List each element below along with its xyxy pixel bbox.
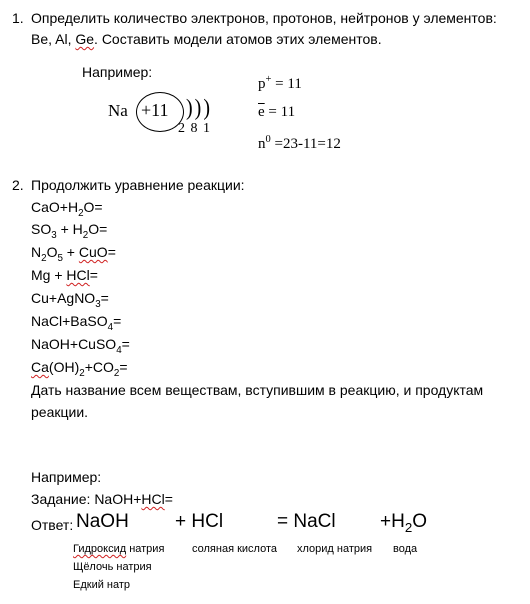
example-label-2: Например: bbox=[31, 469, 102, 485]
equation-6: NaCl+BaSO$_4$= bbox=[31, 313, 122, 333]
task-1-text-line-1: Определить количество электронов, протонов, нейтронов у элементов: bbox=[31, 10, 497, 26]
task-2-title: Продолжить уравнение реакции: bbox=[31, 177, 245, 193]
nucleus-charge: +11 bbox=[141, 100, 169, 120]
name-hcl: соляная кислота bbox=[192, 543, 277, 555]
equation-1: $CaO+H_2O=$ bbox=[31, 199, 103, 219]
neutron-count: $n^0 =23-11=12$ bbox=[258, 134, 341, 152]
task-1-number: 1. bbox=[12, 10, 24, 26]
alt-name-1: Щёлочь натрия bbox=[73, 561, 152, 573]
answer-water: $+H_2O$ bbox=[380, 511, 428, 535]
atom-symbol: Na bbox=[108, 101, 128, 120]
task-2-instruction-line-1: Дать название всем веществам, вступившим в реакцию, и продуктам bbox=[31, 382, 484, 398]
answer-naoh: NaOH bbox=[76, 511, 129, 532]
name-nacl: хлорид натрия bbox=[297, 543, 373, 555]
proton-count: p+ = 11 bbox=[258, 74, 302, 92]
equation-8: $Ca(OH)_2+CO_2=$ bbox=[31, 359, 128, 379]
spellcheck-ge: Ge bbox=[75, 31, 95, 47]
task-1-text-line-2: Be, Al, Ge. Составить модели атомов этих элементов. bbox=[31, 31, 382, 47]
equation-2: $SO_3 + H_2O=$ bbox=[31, 221, 108, 241]
equation-7: NaOH+CuSO$_4$= bbox=[31, 336, 130, 356]
electron-shells: ))) bbox=[186, 95, 212, 121]
name-naoh: Гидроксид натрия bbox=[73, 543, 165, 555]
task-2-number: 2. bbox=[12, 177, 24, 193]
electron-count: $\overline{e} = 11$ bbox=[258, 104, 296, 120]
equation-3: $N_2O_5 + CuO=$ bbox=[31, 244, 116, 264]
answer-hcl: + HCl bbox=[175, 511, 224, 532]
answer-nacl: = NaCl bbox=[277, 511, 336, 532]
name-water: вода bbox=[393, 543, 418, 555]
equation-5: Cu+AgNO$_3$= bbox=[31, 290, 109, 310]
example-label-1: Например: bbox=[82, 64, 153, 80]
task-2-instruction-line-2: реакции. bbox=[31, 404, 89, 420]
alt-name-2: Едкий натр bbox=[73, 579, 131, 591]
example-task: Задание: NaOH+HCl= bbox=[31, 491, 173, 507]
equation-4: Mg + HCl= bbox=[31, 267, 98, 283]
answer-label: Ответ: bbox=[31, 517, 74, 533]
shell-electron-counts: 2 8 1 bbox=[178, 121, 211, 136]
